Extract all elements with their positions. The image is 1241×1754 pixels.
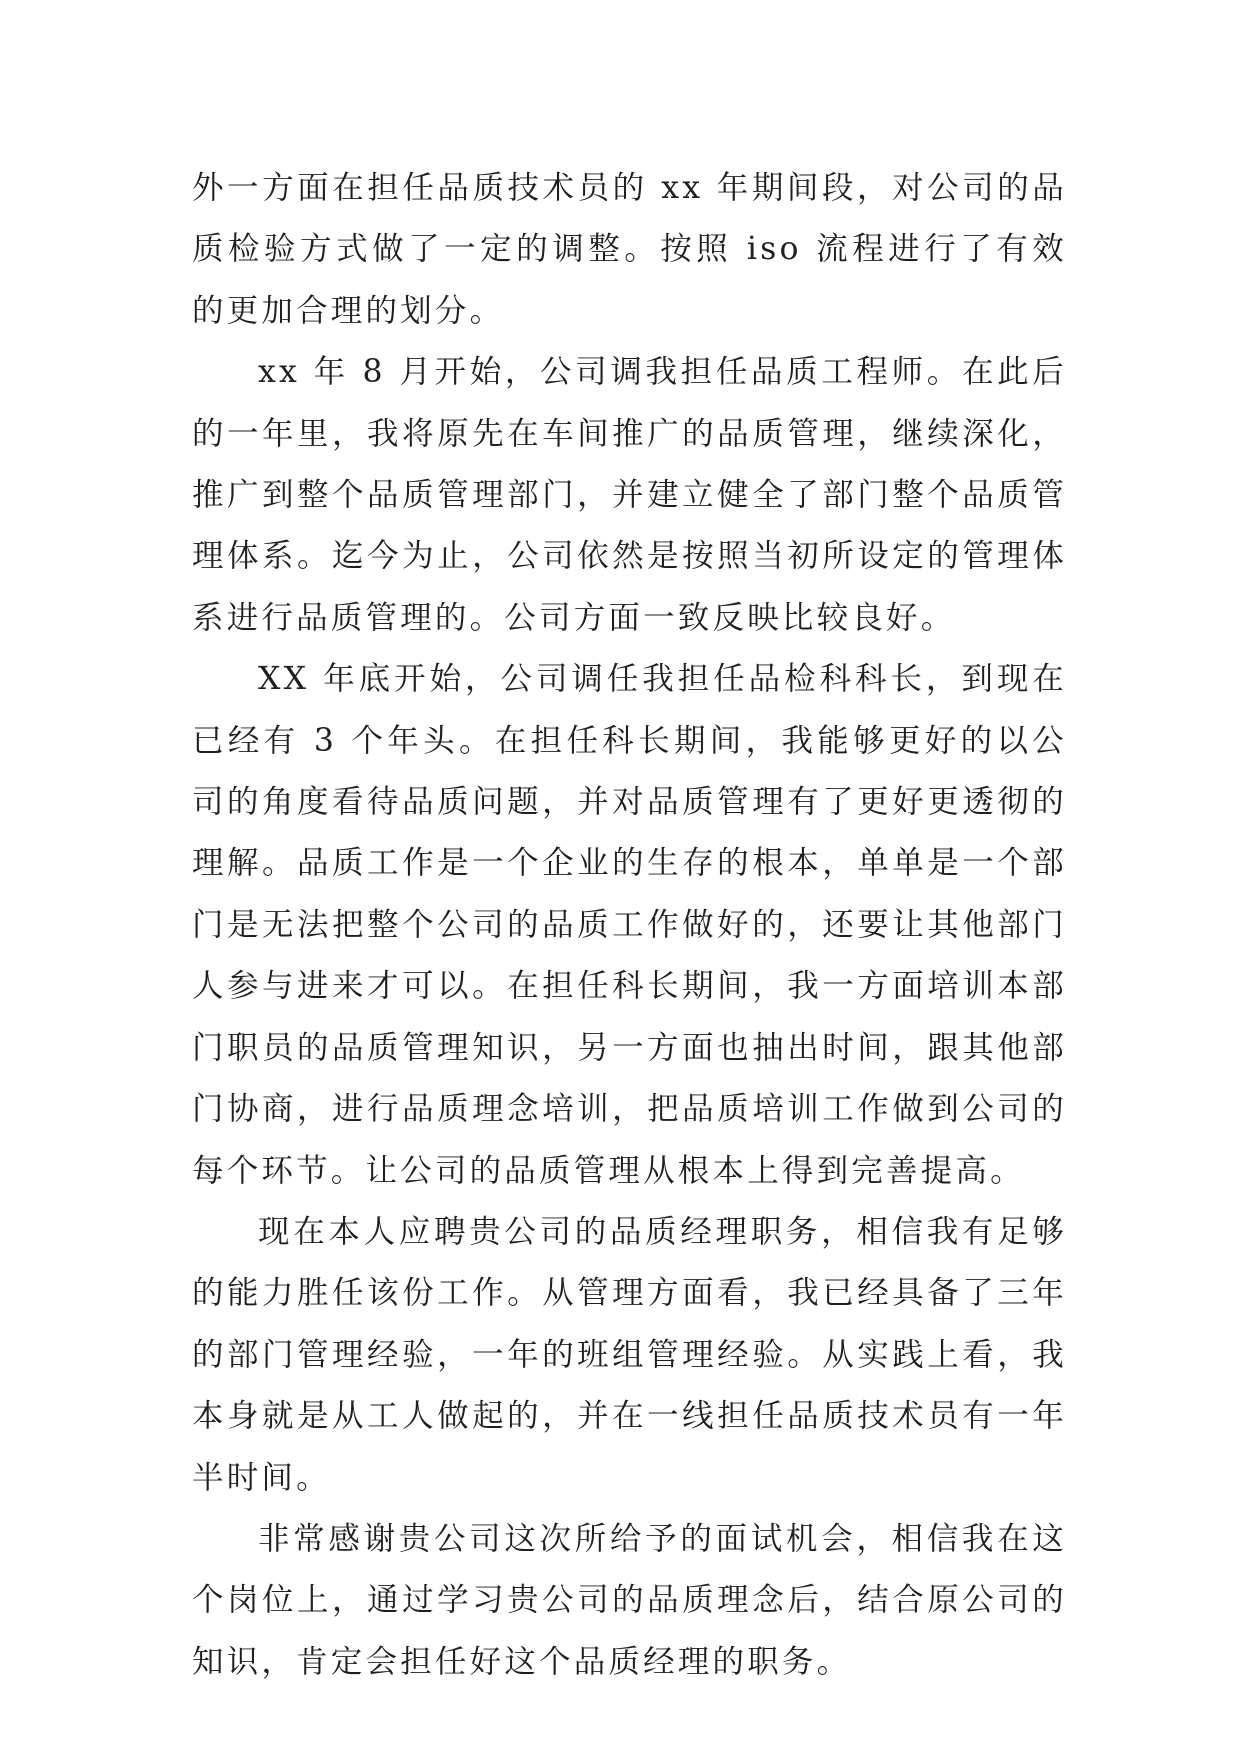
paragraph-4: 现在本人应聘贵公司的品质经理职务，相信我有足够的能力胜任该份工作。从管理方面看，我已经具备了三年的部门管理经验，一年的班组管理经验。从实践上看，我本身就是从工人做起的，并在一线担任品质技术员有一年半时间。 [192,1213,1067,1496]
document-body [192,158,1067,1693]
paragraph-5: 非常感谢贵公司这次所给予的面试机会，相信我在这个岗位上，通过学习贵公司的品质理念后，结合原公司的知识，肯定会担任好这个品质经理的职务。 [192,1520,1067,1680]
paragraph-2: xx 年 8 月开始，公司调我担任品质工程师。在此后的一年里，我将原先在车间推广的品质管理，继续深化，推广到整个品质管理部门，并建立健全了部门整个品质管理体系。迄今为止，公司依然是按照当初所设定的管理体系进行品质管理的。公司方面一致反映比较良好。 [192,354,1067,636]
paragraph-1: 外一方面在担任品质技术员的 xx 年期间段，对公司的品质检验方式做了一定的调整。按照 iso 流程进行了有效的更加合理的划分。 [192,170,1067,329]
paragraph-3: XX 年底开始，公司调任我担任品检科科长，到现在已经有 3 个年头。在担任科长期间，我能够更好的以公司的角度看待品质问题，并对品质管理有了更好更透彻的理解。品质工作是一个企业的生存的根本，单单是一个部门是无法把整个公司的品质工作做好的，还要让其他部门人参与进来才可以。在担任科长期间，我一方面培训本部门职员的品质管理知识，另一方面也抽出时间，跟其他部门协商，进行品质理念培训，把品质培训工作做到公司的每个环节。让公司的品质管理从根本上得到完善提高。 [192,661,1067,1189]
